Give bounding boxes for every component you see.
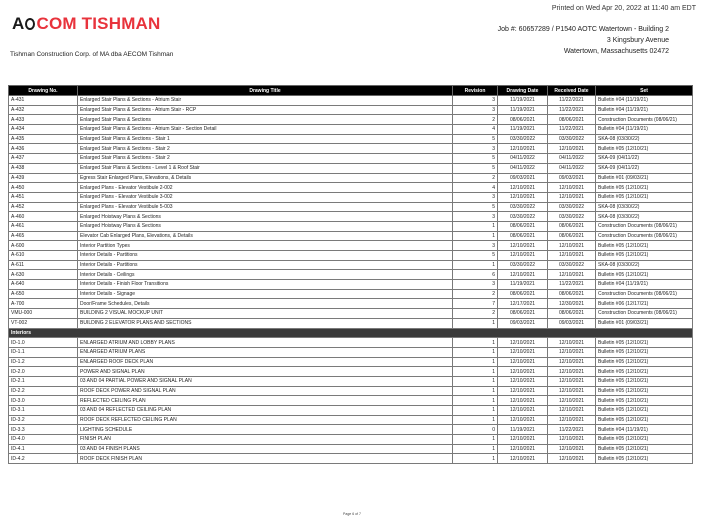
- cell-drawing-date: 09/03/2021: [498, 173, 548, 183]
- cell-received-date: 03/30/2022: [548, 212, 596, 222]
- cell-drawing-no: A-435: [9, 134, 78, 144]
- table-row: [9, 241, 693, 251]
- cell-drawing-no: A-451: [9, 192, 78, 202]
- cell-drawing-date: 04/11/2022: [498, 163, 548, 173]
- cell-drawing-no: ID-3.3: [9, 425, 78, 435]
- col-drawing-date: Drawing Date: [498, 86, 548, 96]
- cell-drawing-date: 08/06/2021: [498, 309, 548, 319]
- table-row: [9, 163, 693, 173]
- cell-drawing-title: POWER AND SIGNAL PLAN: [78, 367, 453, 377]
- cell-received-date: 12/10/2021: [548, 183, 596, 193]
- cell-drawing-date: 08/06/2021: [498, 221, 548, 231]
- cell-set: SKA-09 (04/11/22): [596, 163, 693, 173]
- job-number: Job #: 60657289 / P1540 AOTC Watertown - Building 2: [497, 26, 669, 33]
- cell-drawing-date: 09/03/2021: [498, 318, 548, 328]
- cell-set: Bulletin #05 (12/10/21): [596, 270, 693, 280]
- cell-set: Bulletin #04 (11/19/21): [596, 280, 693, 290]
- cell-drawing-date: 12/10/2021: [498, 183, 548, 193]
- cell-revision: 1: [453, 406, 498, 416]
- cell-drawing-date: 12/10/2021: [498, 435, 548, 445]
- cell-received-date: 09/03/2021: [548, 173, 596, 183]
- cell-received-date: 12/10/2021: [548, 444, 596, 454]
- group-header-row: [9, 328, 693, 338]
- cell-drawing-title: Elevator Cab Enlarged Plans, Elevations, & Details: [78, 231, 453, 241]
- cell-revision: 3: [453, 105, 498, 115]
- cell-drawing-no: A-465: [9, 231, 78, 241]
- cell-drawing-title: Door/Frame Schedules, Details: [78, 299, 453, 309]
- cell-drawing-no: A-434: [9, 125, 78, 135]
- table-row: [9, 425, 693, 435]
- cell-received-date: 11/22/2021: [548, 105, 596, 115]
- col-drawing-title: Drawing Title: [78, 86, 453, 96]
- cell-drawing-date: 03/30/2022: [498, 260, 548, 270]
- cell-drawing-no: ID-4.1: [9, 444, 78, 454]
- cell-revision: 1: [453, 221, 498, 231]
- cell-received-date: 12/10/2021: [548, 415, 596, 425]
- cell-received-date: 12/10/2021: [548, 338, 596, 348]
- cell-drawing-title: ENLARGED ATRIUM AND LOBBY PLANS: [78, 338, 453, 348]
- cell-set: Bulletin #05 (12/10/21): [596, 386, 693, 396]
- cell-revision: 1: [453, 376, 498, 386]
- cell-drawing-title: ROOF DECK POWER AND SIGNAL PLAN: [78, 386, 453, 396]
- cell-set: SKA-08 (03/30/22): [596, 212, 693, 222]
- cell-drawing-date: 11/19/2021: [498, 105, 548, 115]
- cell-drawing-title: Interior Details - Ceilings: [78, 270, 453, 280]
- table-row: [9, 231, 693, 241]
- cell-drawing-title: Enlarged Hoistway Plans & Sections: [78, 212, 453, 222]
- cell-revision: 5: [453, 134, 498, 144]
- cell-set: Bulletin #05 (12/10/21): [596, 376, 693, 386]
- cell-drawing-date: 12/10/2021: [498, 444, 548, 454]
- cell-revision: 3: [453, 96, 498, 106]
- cell-revision: 3: [453, 241, 498, 251]
- cell-drawing-date: 12/10/2021: [498, 241, 548, 251]
- table-row: [9, 270, 693, 280]
- table-row: [9, 454, 693, 464]
- cell-drawing-date: 12/17/2021: [498, 299, 548, 309]
- table-row: [9, 280, 693, 290]
- cell-received-date: 12/10/2021: [548, 357, 596, 367]
- cell-drawing-date: 08/06/2021: [498, 115, 548, 125]
- cell-drawing-no: A-431: [9, 96, 78, 106]
- table-row: [9, 318, 693, 328]
- cell-drawing-date: 12/10/2021: [498, 454, 548, 464]
- cell-received-date: 12/10/2021: [548, 347, 596, 357]
- cell-set: Bulletin #05 (12/10/21): [596, 454, 693, 464]
- cell-drawing-title: Interior Details - Finish Floor Transitions: [78, 280, 453, 290]
- cell-set: Bulletin #04 (11/19/21): [596, 96, 693, 106]
- cell-drawing-no: A-436: [9, 144, 78, 154]
- cell-set: Construction Documents (08/06/21): [596, 309, 693, 319]
- table-row: [9, 289, 693, 299]
- cell-drawing-title: BUILDING 2 VISUAL MOCKUP UNIT: [78, 309, 453, 319]
- cell-set: Construction Documents (08/06/21): [596, 231, 693, 241]
- cell-drawing-title: 03 AND 04 FINISH PLANS: [78, 444, 453, 454]
- cell-set: Bulletin #05 (12/10/21): [596, 367, 693, 377]
- cell-set: Bulletin #04 (11/19/21): [596, 425, 693, 435]
- cell-revision: 5: [453, 163, 498, 173]
- cell-drawing-no: ID-3.2: [9, 415, 78, 425]
- cell-drawing-title: Egress Stair Enlarged Plans, Elevations, & Details: [78, 173, 453, 183]
- cell-received-date: 08/06/2021: [548, 221, 596, 231]
- group-label: Interiors: [9, 328, 693, 338]
- table-row: [9, 154, 693, 164]
- table-row: [9, 221, 693, 231]
- cell-drawing-title: FINISH PLAN: [78, 435, 453, 445]
- cell-drawing-date: 03/30/2022: [498, 202, 548, 212]
- company-name: Tishman Construction Corp. of MA dba AECOM Tishman: [10, 51, 174, 58]
- cell-drawing-no: ID-4.0: [9, 435, 78, 445]
- page-number: Page 6 of 7: [343, 512, 361, 516]
- cell-drawing-title: Enlarged Stair Plans & Sections - Stair 1: [78, 134, 453, 144]
- cell-set: Bulletin #05 (12/10/21): [596, 435, 693, 445]
- cell-drawing-date: 12/10/2021: [498, 376, 548, 386]
- cell-drawing-title: Enlarged Plans - Elevator Vestibule 3-002: [78, 192, 453, 202]
- cell-revision: 1: [453, 318, 498, 328]
- cell-drawing-no: A-700: [9, 299, 78, 309]
- cell-drawing-no: ID-2.1: [9, 376, 78, 386]
- cell-received-date: 12/10/2021: [548, 144, 596, 154]
- cell-drawing-no: A-611: [9, 260, 78, 270]
- cell-drawing-no: A-452: [9, 202, 78, 212]
- cell-received-date: 08/06/2021: [548, 289, 596, 299]
- cell-revision: 3: [453, 144, 498, 154]
- cell-drawing-title: Enlarged Stair Plans & Sections - Atrium Stair: [78, 96, 453, 106]
- cell-drawing-title: ENLARGED ATRIUM PLANS: [78, 347, 453, 357]
- cell-drawing-title: Enlarged Hoistway Plans & Sections: [78, 221, 453, 231]
- cell-received-date: 12/10/2021: [548, 435, 596, 445]
- cell-drawing-date: 08/06/2021: [498, 289, 548, 299]
- cell-set: SKA-08 (03/30/22): [596, 202, 693, 212]
- cell-set: Bulletin #05 (12/10/21): [596, 406, 693, 416]
- cell-received-date: 08/06/2021: [548, 115, 596, 125]
- cell-drawing-title: LIGHTING SCHEDULE: [78, 425, 453, 435]
- cell-drawing-no: ID-2.2: [9, 386, 78, 396]
- cell-revision: 1: [453, 444, 498, 454]
- cell-drawing-date: 12/10/2021: [498, 386, 548, 396]
- cell-drawing-title: ROOF DECK FINISH PLAN: [78, 454, 453, 464]
- cell-revision: 1: [453, 231, 498, 241]
- table-row: [9, 115, 693, 125]
- cell-received-date: 11/22/2021: [548, 425, 596, 435]
- cell-set: Bulletin #05 (12/10/21): [596, 251, 693, 261]
- table-row: [9, 309, 693, 319]
- cell-drawing-title: 03 AND 04 REFLECTED CEILING PLAN: [78, 406, 453, 416]
- cell-drawing-date: 12/10/2021: [498, 338, 548, 348]
- cell-drawing-title: Interior Details - Signage: [78, 289, 453, 299]
- cell-drawing-no: ID-4.2: [9, 454, 78, 464]
- drawing-log-table: [8, 85, 693, 464]
- cell-drawing-date: 11/19/2021: [498, 280, 548, 290]
- table-row: [9, 367, 693, 377]
- cell-received-date: 03/30/2022: [548, 202, 596, 212]
- cell-drawing-date: 03/30/2022: [498, 212, 548, 222]
- cell-set: Bulletin #01 (09/03/21): [596, 173, 693, 183]
- cell-revision: 3: [453, 280, 498, 290]
- cell-revision: 1: [453, 357, 498, 367]
- cell-drawing-date: 04/11/2022: [498, 154, 548, 164]
- cell-revision: 2: [453, 309, 498, 319]
- cell-received-date: 03/30/2022: [548, 260, 596, 270]
- cell-revision: 1: [453, 260, 498, 270]
- cell-revision: 7: [453, 299, 498, 309]
- cell-drawing-no: ID-1.2: [9, 357, 78, 367]
- cell-drawing-no: A-433: [9, 115, 78, 125]
- table-row: [9, 435, 693, 445]
- cell-drawing-title: Enlarged Stair Plans & Sections - Level 1 & Roof Stair: [78, 163, 453, 173]
- cell-set: Construction Documents (08/06/21): [596, 115, 693, 125]
- cell-revision: 6: [453, 270, 498, 280]
- cell-drawing-title: Interior Partition Types: [78, 241, 453, 251]
- cell-set: SKA-08 (03/30/22): [596, 134, 693, 144]
- cell-revision: 0: [453, 425, 498, 435]
- cell-drawing-title: ROOF DECK REFLECTED CEILING PLAN: [78, 415, 453, 425]
- cell-drawing-date: 12/10/2021: [498, 144, 548, 154]
- cell-drawing-no: A-438: [9, 163, 78, 173]
- table-row: [9, 338, 693, 348]
- cell-drawing-no: ID-3.0: [9, 396, 78, 406]
- table-row: [9, 134, 693, 144]
- col-set: Set: [596, 86, 693, 96]
- cell-drawing-date: 12/10/2021: [498, 415, 548, 425]
- cell-revision: 5: [453, 251, 498, 261]
- cell-drawing-date: 08/06/2021: [498, 231, 548, 241]
- cell-received-date: 12/10/2021: [548, 454, 596, 464]
- cell-drawing-no: A-437: [9, 154, 78, 164]
- cell-drawing-title: Enlarged Plans - Elevator Vestibule 2-002: [78, 183, 453, 193]
- cell-revision: 4: [453, 183, 498, 193]
- cell-drawing-no: A-461: [9, 221, 78, 231]
- cell-drawing-no: A-650: [9, 289, 78, 299]
- cell-drawing-title: 03 AND 04 PARTIAL POWER AND SIGNAL PLAN: [78, 376, 453, 386]
- cell-drawing-title: Enlarged Stair Plans & Sections - Atrium Stair - RCP: [78, 105, 453, 115]
- cell-set: Construction Documents (08/06/21): [596, 221, 693, 231]
- cell-drawing-date: 11/19/2021: [498, 125, 548, 135]
- cell-set: Bulletin #04 (11/19/21): [596, 125, 693, 135]
- cell-set: Bulletin #05 (12/10/21): [596, 347, 693, 357]
- cell-revision: 1: [453, 367, 498, 377]
- table-row: [9, 96, 693, 106]
- cell-drawing-no: A-450: [9, 183, 78, 193]
- cell-revision: 1: [453, 454, 498, 464]
- cell-drawing-title: Interior Details - Partitions: [78, 260, 453, 270]
- table-row: [9, 406, 693, 416]
- cell-drawing-no: ID-3.1: [9, 406, 78, 416]
- table-row: [9, 396, 693, 406]
- cell-drawing-title: Enlarged Stair Plans & Sections - Stair 2: [78, 144, 453, 154]
- table-row: [9, 260, 693, 270]
- cell-set: Bulletin #05 (12/10/21): [596, 444, 693, 454]
- cell-set: Bulletin #05 (12/10/21): [596, 396, 693, 406]
- cell-drawing-title: BUILDING 2 ELEVATOR PLANS AND SECTIONS: [78, 318, 453, 328]
- cell-received-date: 12/10/2021: [548, 376, 596, 386]
- cell-revision: 2: [453, 173, 498, 183]
- printed-timestamp: Printed on Wed Apr 20, 2022 at 11:40 am EDT: [551, 5, 696, 12]
- table-row: [9, 144, 693, 154]
- table-row: [9, 376, 693, 386]
- cell-revision: 1: [453, 338, 498, 348]
- cell-received-date: 12/10/2021: [548, 406, 596, 416]
- col-drawing-no: Drawing No.: [9, 86, 78, 96]
- col-revision: Revision: [453, 86, 498, 96]
- cell-received-date: 11/22/2021: [548, 96, 596, 106]
- cell-drawing-no: ID-1.0: [9, 338, 78, 348]
- cell-drawing-date: 12/10/2021: [498, 357, 548, 367]
- cell-set: Bulletin #06 (12/17/21): [596, 299, 693, 309]
- cell-set: SKA-09 (04/11/22): [596, 154, 693, 164]
- cell-set: Bulletin #05 (12/10/21): [596, 415, 693, 425]
- cell-revision: 3: [453, 192, 498, 202]
- cell-drawing-date: 12/10/2021: [498, 367, 548, 377]
- cell-revision: 1: [453, 435, 498, 445]
- col-received-date: Received Date: [548, 86, 596, 96]
- cell-received-date: 09/03/2021: [548, 318, 596, 328]
- cell-set: Bulletin #05 (12/10/21): [596, 192, 693, 202]
- cell-received-date: 04/11/2022: [548, 154, 596, 164]
- cell-received-date: 12/10/2021: [548, 270, 596, 280]
- cell-revision: 4: [453, 125, 498, 135]
- cell-drawing-title: Enlarged Stair Plans & Sections - Atrium Stair - Section Detail: [78, 125, 453, 135]
- table-row: [9, 347, 693, 357]
- cell-received-date: 08/06/2021: [548, 231, 596, 241]
- cell-revision: 1: [453, 415, 498, 425]
- logo-e-ring-icon: [25, 18, 35, 30]
- cell-set: Construction Documents (08/06/21): [596, 289, 693, 299]
- cell-set: Bulletin #04 (11/19/21): [596, 105, 693, 115]
- cell-drawing-title: ENLARGED ROOF DECK PLAN: [78, 357, 453, 367]
- table-row: [9, 299, 693, 309]
- cell-revision: 1: [453, 347, 498, 357]
- cell-drawing-title: Enlarged Plans - Elevator Vestibule 5-003: [78, 202, 453, 212]
- aecom-tishman-logo: A COM TISHMAN: [12, 14, 161, 33]
- cell-drawing-title: REFLECTED CEILING PLAN: [78, 396, 453, 406]
- cell-drawing-no: A-460: [9, 212, 78, 222]
- table-row: [9, 173, 693, 183]
- table-row: [9, 444, 693, 454]
- cell-set: SKA-08 (03/30/22): [596, 260, 693, 270]
- table-row: [9, 357, 693, 367]
- job-info: [498, 24, 669, 57]
- cell-drawing-no: VMU-000: [9, 309, 78, 319]
- cell-drawing-date: 12/10/2021: [498, 251, 548, 261]
- cell-revision: 5: [453, 154, 498, 164]
- cell-drawing-date: 12/10/2021: [498, 270, 548, 280]
- cell-revision: 5: [453, 202, 498, 212]
- cell-revision: 2: [453, 115, 498, 125]
- cell-drawing-no: A-610: [9, 251, 78, 261]
- cell-received-date: 11/22/2021: [548, 125, 596, 135]
- cell-drawing-date: 12/10/2021: [498, 192, 548, 202]
- table-row: [9, 202, 693, 212]
- table-row: [9, 125, 693, 135]
- cell-received-date: 12/10/2021: [548, 241, 596, 251]
- cell-drawing-title: Enlarged Stair Plans & Sections: [78, 115, 453, 125]
- cell-received-date: 08/06/2021: [548, 309, 596, 319]
- cell-drawing-no: ID-1.1: [9, 347, 78, 357]
- cell-drawing-date: 12/10/2021: [498, 347, 548, 357]
- table-row: [9, 386, 693, 396]
- cell-received-date: 11/22/2021: [548, 280, 596, 290]
- cell-drawing-no: VT-002: [9, 318, 78, 328]
- cell-set: Bulletin #01 (09/03/21): [596, 318, 693, 328]
- cell-received-date: 04/11/2022: [548, 163, 596, 173]
- table-row: [9, 251, 693, 261]
- cell-drawing-date: 11/19/2021: [498, 425, 548, 435]
- cell-set: Bulletin #05 (12/10/21): [596, 144, 693, 154]
- cell-drawing-title: Interior Details - Partitions: [78, 251, 453, 261]
- cell-received-date: 12/10/2021: [548, 386, 596, 396]
- cell-received-date: 03/30/2022: [548, 134, 596, 144]
- cell-received-date: 12/10/2021: [548, 367, 596, 377]
- cell-drawing-date: 03/30/2022: [498, 134, 548, 144]
- cell-revision: 1: [453, 396, 498, 406]
- cell-drawing-no: A-630: [9, 270, 78, 280]
- cell-received-date: 12/30/2021: [548, 299, 596, 309]
- cell-received-date: 12/10/2021: [548, 396, 596, 406]
- cell-drawing-title: Enlarged Stair Plans & Sections - Stair 2: [78, 154, 453, 164]
- cell-drawing-no: A-600: [9, 241, 78, 251]
- table-row: [9, 192, 693, 202]
- table-row: [9, 212, 693, 222]
- cell-received-date: 12/10/2021: [548, 192, 596, 202]
- cell-set: Bulletin #05 (12/10/21): [596, 183, 693, 193]
- cell-drawing-no: ID-2.0: [9, 367, 78, 377]
- address-line-2: Watertown, Massachusetts 02472: [563, 48, 669, 55]
- cell-drawing-no: A-439: [9, 173, 78, 183]
- table-row: [9, 105, 693, 115]
- table-header-row: [9, 86, 693, 96]
- cell-drawing-date: 12/10/2021: [498, 406, 548, 416]
- address-line-1: 3 Kingsbury Avenue: [606, 37, 669, 44]
- cell-set: Bulletin #05 (12/10/21): [596, 338, 693, 348]
- cell-received-date: 12/10/2021: [548, 251, 596, 261]
- table-row: [9, 415, 693, 425]
- table-row: [9, 183, 693, 193]
- cell-drawing-date: 11/19/2021: [498, 96, 548, 106]
- cell-revision: 1: [453, 386, 498, 396]
- cell-revision: 2: [453, 289, 498, 299]
- cell-set: Bulletin #05 (12/10/21): [596, 241, 693, 251]
- cell-drawing-date: 12/10/2021: [498, 396, 548, 406]
- cell-drawing-no: A-640: [9, 280, 78, 290]
- cell-revision: 3: [453, 212, 498, 222]
- cell-set: Bulletin #05 (12/10/21): [596, 357, 693, 367]
- cell-drawing-no: A-432: [9, 105, 78, 115]
